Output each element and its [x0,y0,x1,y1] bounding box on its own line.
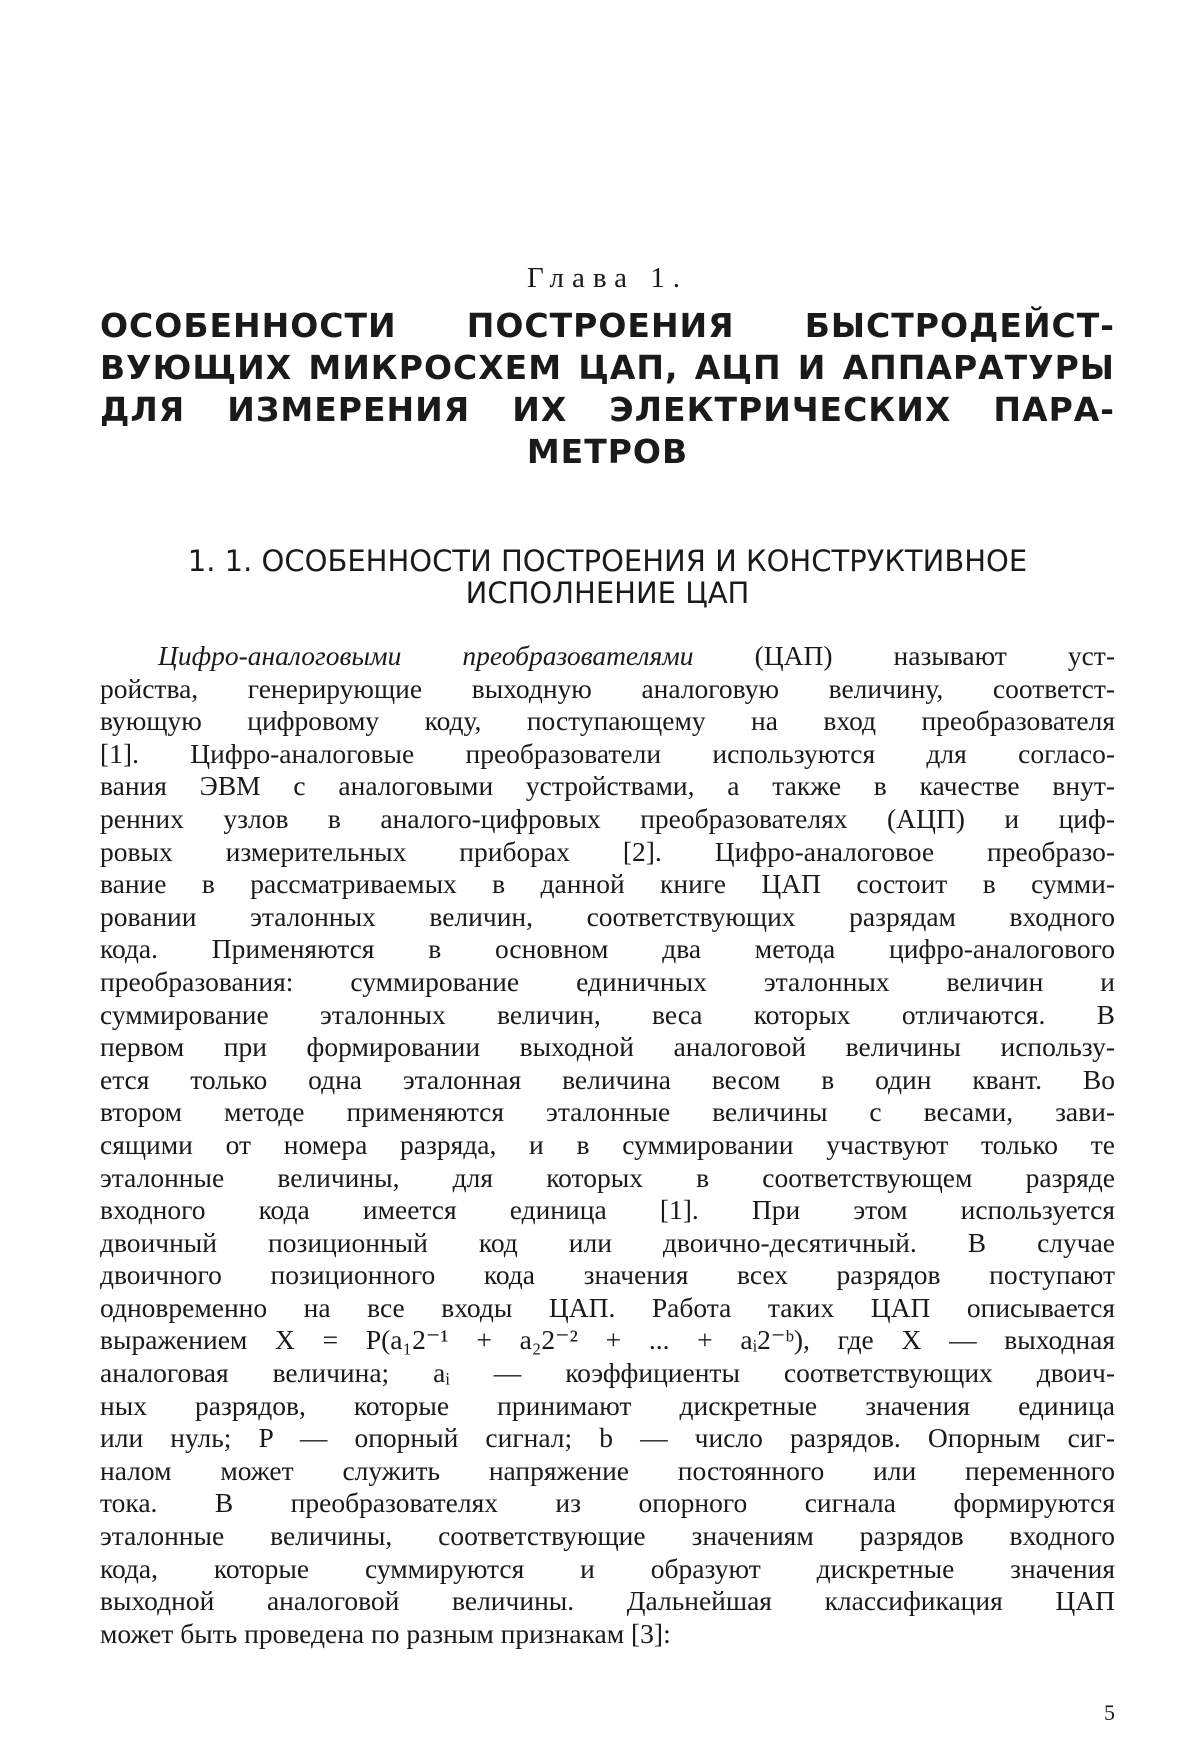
text-line: сящими от номера разряда, и в суммировании участвуют только те [100,1129,1115,1162]
formula-line: выражением X = P(a₁2⁻¹ + a₂2⁻² + ... + aᵢ2⁻ᵇ), где X — выходная [100,1324,1115,1357]
text-line: эталонные величины, для которых в соответствующем разряде [100,1162,1115,1195]
chapter-label: Глава 1. [100,262,1115,295]
text-line-rest: (ЦАП) называют уст- [694,640,1115,671]
text-line: [1]. Цифро-аналоговые преобразователи используются для согласо- [100,738,1115,771]
text-line: одновременно на все входы ЦАП. Работа таких ЦАП описывается [100,1292,1115,1325]
text-line: тока. В преобразователях из опорного сигнала формируются [100,1487,1115,1520]
text-line: выходной аналоговой величины. Дальнейшая классификация ЦАП [100,1585,1115,1618]
text-line: ройства, генерирующие выходную аналоговую величину, соответст- [100,673,1115,706]
chapter-title-line: ВУЮЩИХ МИКРОСХЕМ ЦАП, АЦП И АППАРАТУРЫ [100,347,1115,389]
text-line: налом может служить напряжение постоянного или переменного [100,1455,1115,1488]
text-line: первом при формировании выходной аналоговой величины использу- [100,1031,1115,1064]
text-line: ренних узлов в аналого-цифровых преобразователях (АЦП) и циф- [100,803,1115,836]
text-line: двоичный позиционный код или двоично-десятичный. В случае [100,1227,1115,1260]
text-line: кода, которые суммируются и образуют дискретные значения [100,1553,1115,1586]
text-line: двоичного позиционного кода значения всех разрядов поступают [100,1259,1115,1292]
section-title [100,545,1115,609]
text-line: кода. Применяются в основном два метода цифро-аналогового [100,933,1115,966]
text-line: вания ЭВМ с аналоговыми устройствами, а также в качестве внут- [100,770,1115,803]
text-line: ется только одна эталонная величина весом в один квант. Во [100,1064,1115,1097]
text-line: ных разрядов, которые принимают дискретные значения единица [100,1390,1115,1423]
text-line: аналоговая величина; aᵢ — коэффициенты соответствующих двоич- [100,1357,1115,1390]
defined-term: Цифро-аналоговыми преобразователями [158,640,694,671]
text-line: вание в рассматриваемых в данной книге ЦАП состоит в сумми- [100,868,1115,901]
body-paragraph [100,640,1115,1650]
text-line [100,640,1115,673]
text-line: вующую цифровому коду, поступающему на вход преобразователя [100,705,1115,738]
page-number: 5 [1104,1700,1115,1726]
text-line: входного кода имеется единица [1]. При этом используется [100,1194,1115,1227]
text-line: ровых измерительных приборах [2]. Цифро-аналоговое преобразо- [100,836,1115,869]
chapter-title [100,305,1115,473]
text-line: втором методе применяются эталонные величины с весами, зави- [100,1096,1115,1129]
text-line: ровании эталонных величин, соответствующих разрядам входного [100,901,1115,934]
text-line: или нуль; P — опорный сигнал; b — число разрядов. Опорным сиг- [100,1422,1115,1455]
section-title-line: ИСПОЛНЕНИЕ ЦАП [100,577,1115,609]
chapter-title-line: ОСОБЕННОСТИ ПОСТРОЕНИЯ БЫСТРОДЕЙСТ- [100,305,1115,347]
chapter-title-line: ДЛЯ ИЗМЕРЕНИЯ ИХ ЭЛЕКТРИЧЕСКИХ ПАРА- [100,389,1115,431]
chapter-title-line: МЕТРОВ [100,431,1115,473]
book-page [100,0,1115,1747]
text-line: преобразования: суммирование единичных эталонных величин и [100,966,1115,999]
text-line: суммирование эталонных величин, веса которых отличаются. В [100,999,1115,1032]
text-line: может быть проведена по разным признакам [3]: [100,1618,1115,1651]
text-line: эталонные величины, соответствующие значениям разрядов входного [100,1520,1115,1553]
section-title-line: 1. 1. ОСОБЕННОСТИ ПОСТРОЕНИЯ И КОНСТРУКТИВНОЕ [100,545,1115,577]
